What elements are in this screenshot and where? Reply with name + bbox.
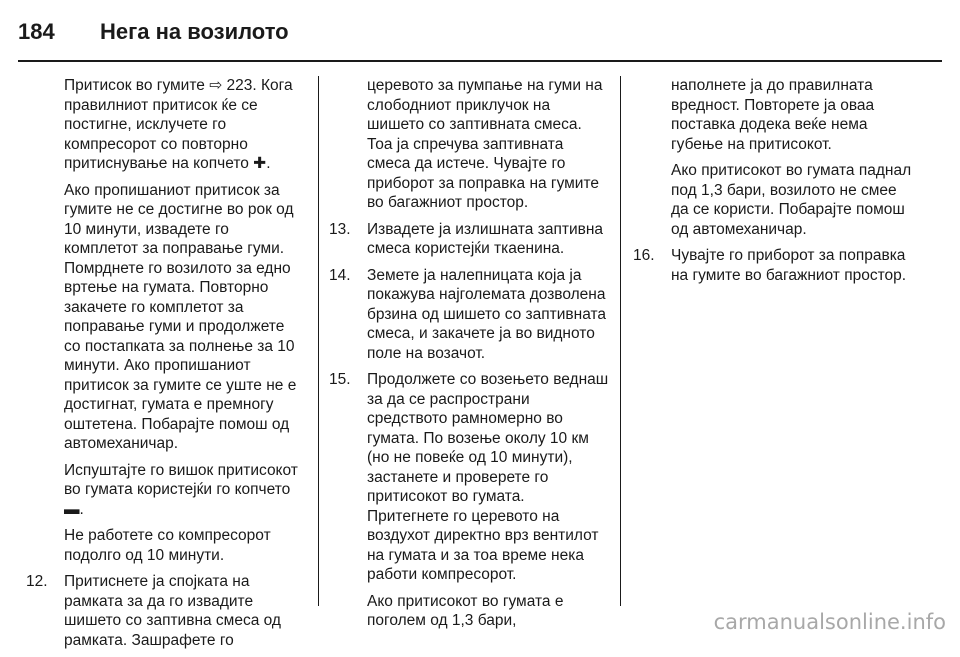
minus-icon: ▬ <box>64 500 80 518</box>
list-text: Продолжете со возењето веднаш за да се распространи средството рамномерно во гумата. По возење околу 10 км (но не повеќе од 10 минути), застанете и проверете го притисокот во гумата. Притегнете го церевото на воздухот директно врз вентилот на гумата и за тоа време нека работи компресорот. <box>367 371 609 583</box>
paragraph: церевото за пумпање на гуми на слободниот приклучок на шишето со заптивната смеса. Тоа ја спречува заптивната смеса да истече. Чувајте го приборот за поправка на гумите во багажниот простор. <box>367 77 603 211</box>
list-text: Притиснете ја спојката на рамката за да го извадите шишето со заптивна смеса од рамката. Зашрафете го <box>64 573 281 649</box>
list-number: 12. <box>26 573 48 590</box>
list-item <box>329 266 609 364</box>
list-text: Земете ја налепницата која ја покажува најголемата дозволена брзина од шишето со заптивната смеса, и закачете ја во видното поле на возачот. <box>367 266 607 362</box>
list-number: 13. <box>329 220 351 238</box>
list-text: Извадете ја излишната заптивна смеса користејќи ткаенина. <box>367 220 604 257</box>
page-number: 184 <box>18 19 55 44</box>
paragraph: Ако притисокот во гумата е поголем од 1,3 бари, <box>367 592 564 629</box>
list-item <box>26 572 304 650</box>
paragraph: Притисок во гумите ⇨ 223. Кога правилниот притисок ќе се постигне, исклучете го компресорот со повторно притиснување на копчето ✚. <box>64 77 293 172</box>
column-divider-1 <box>318 76 319 606</box>
paragraph: Ако пропишаниот притисок за гумите не се достигне во рок од 10 минути, извадете го комплетот за поправање гуми. Помрднете го возилото за едно вртење на гумата. Повторно закачете го комплетот за поправање гуми и продолжете со постапката за полнење за 10 минути. Ако пропишаниот притисок за гумите се уште не е достигнат, гумата е премногу оштетена. Побарајте помош од автомеханичар. <box>64 181 297 452</box>
header-rule <box>18 60 942 62</box>
page-title: Нега на возилото <box>100 19 289 44</box>
list-number: 15. <box>329 371 351 388</box>
paragraph: Не работете со компресорот подолго од 10 минути. <box>64 527 271 564</box>
page-header <box>18 10 942 54</box>
list-item <box>329 220 609 259</box>
list-number: 14. <box>329 266 351 284</box>
column-3 <box>633 76 913 292</box>
reference-arrow-icon: ⇨ <box>209 77 223 94</box>
paragraph: Испуштајте го вишок притисокот во гумата користејќи го копчето ▬. <box>64 461 298 518</box>
list-number: 16. <box>633 247 655 264</box>
list-item <box>329 370 609 585</box>
column-2 <box>329 76 609 638</box>
paragraph: наполнете ја до правилната вредност. Повторете ја оваа поставка додека веќе нема губење на притисокот. <box>671 77 875 153</box>
plus-icon: ✚ <box>253 155 267 172</box>
column-divider-2 <box>620 76 621 606</box>
list-item <box>633 246 913 285</box>
paragraph: Ако притисокот во гумата паднал под 1,3 бари, возилото не смее да се користи. Побарајте помош од автомеханичар. <box>671 162 912 238</box>
list-text: Чувајте го приборот за поправка на гумите во багажниот простор. <box>671 247 907 284</box>
column-1 <box>26 76 304 657</box>
watermark: carmanualsonline.info <box>713 610 946 634</box>
